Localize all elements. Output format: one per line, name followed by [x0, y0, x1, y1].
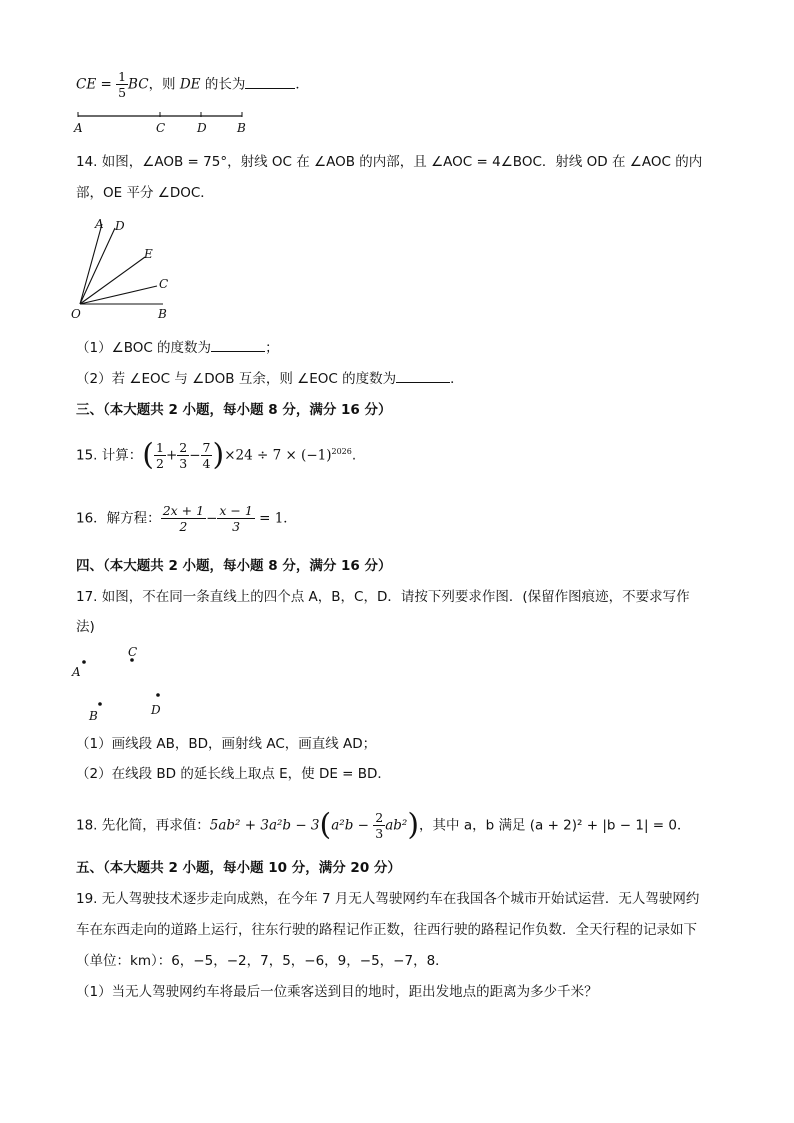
q18-inner-a: a²b − [331, 817, 374, 834]
q15-rest: ×24 ÷ 7 × (−1) [224, 447, 332, 464]
q13-de: DE [179, 76, 201, 93]
q17-sub1: （1）画线段 AB，BD，画射线 AC，画直线 AD； [76, 736, 377, 752]
point-d [156, 693, 160, 697]
q15-frac3-den: 4 [202, 456, 211, 471]
q16-frac2-num: x − 1 [219, 503, 253, 518]
angle-label-e: E [144, 247, 153, 261]
q15-exponent: 2026 [331, 447, 352, 456]
seg-label-c: C [156, 121, 166, 135]
angle-label-c: C [159, 277, 169, 291]
q15-end: . [351, 447, 357, 464]
q15-lparen: ( [142, 437, 154, 473]
q15-frac1-den: 2 [155, 456, 164, 471]
q15-rparen: ) [212, 437, 225, 473]
q13-line [76, 69, 309, 100]
q15-frac1 [154, 440, 166, 471]
angle-label-o: O [71, 307, 81, 321]
q13-bc: BC [128, 76, 149, 93]
q18-label: 18. 先化简，再求值： [76, 817, 210, 834]
q13-tail: 的长为 [200, 76, 246, 93]
q15-frac2-num: 2 [179, 440, 188, 455]
q18-frac-num: 2 [375, 810, 384, 825]
q17-sub2: （2）在线段 BD 的延长线上取点 E，使 DE = BD． [76, 766, 391, 782]
seg-label-b: B [237, 121, 246, 135]
q16-line [76, 503, 297, 534]
angle-label-a: A [95, 217, 104, 231]
q15-line [76, 437, 357, 473]
point-label-d: D [151, 703, 161, 717]
q14-stem-line1: 14. 如图，∠AOB = 75°，射线 OC 在 ∠AOB 的内部，且 ∠AOC = 4∠BOC．射线 OD 在 ∠AOC 的内 [76, 154, 703, 170]
q17-stem-line2: 法) [76, 619, 95, 635]
q18-lparen: ( [319, 807, 332, 843]
q19-sub1: （1）当无人驾驶网约车将最后一位乘客送到目的地时，距出发地点的距离为多少千米？ [76, 984, 598, 1000]
q14-sub2-text: （2）若 ∠EOC 与 ∠DOB 互余，则 ∠EOC 的度数为 [76, 371, 397, 387]
q18-frac-den: 3 [375, 826, 384, 841]
q15-frac2 [177, 440, 189, 471]
q13-end: ． [295, 76, 309, 93]
point-label-a: A [72, 665, 81, 679]
q14-sub1-end: ； [265, 340, 279, 356]
seg-label-d: D [197, 121, 207, 135]
angle-label-d: D [115, 219, 125, 233]
q16-minus: − [206, 510, 218, 527]
q16-rest: = 1． [254, 510, 297, 527]
q18-condition: ，其中 a，b 满足 (a + 2)² + |b − 1| = 0． [419, 817, 691, 834]
q13-mid: ，则 [148, 76, 180, 93]
q15-label: 15. 计算： [76, 447, 143, 464]
q18-line [76, 807, 691, 843]
q16-frac1-den: 2 [179, 519, 188, 534]
q15-frac1-num: 1 [155, 440, 164, 455]
q18-inner-b: ab² [385, 817, 408, 834]
angle-label-b: B [158, 307, 167, 321]
q15-frac3-num: 7 [202, 440, 211, 455]
q16-frac1 [161, 503, 206, 534]
q15-plus: + [165, 447, 178, 464]
q14-stem-line2: 部，OE 平分 ∠DOC． [76, 185, 214, 201]
q14-sub2 [76, 370, 464, 388]
segment-figure [70, 108, 260, 136]
q19-stem-line3: （单位：km）：6，−5，−2，7，5，−6，9，−5，−7，8． [76, 953, 449, 969]
q16-frac2 [217, 503, 254, 534]
q19-stem-line1: 19. 无人驾驶技术逐步走向成熟，在今年 7 月无人驾驶网约车在我国各个城市开始试运营．无人驾驶网约 [76, 891, 700, 907]
angle-figure [68, 212, 188, 324]
q13-ce: CE [76, 76, 97, 93]
points-figure [66, 640, 176, 724]
point-label-b: B [89, 709, 98, 723]
q16-frac2-den: 3 [232, 519, 241, 534]
q14-sub1-blank [211, 339, 265, 352]
q16-frac1-num: 2x + 1 [162, 503, 205, 518]
q13-eq: = [96, 76, 117, 93]
q14-sub2-end: ． [450, 371, 464, 387]
point-b [98, 702, 102, 706]
q14-sub1 [76, 339, 279, 357]
seg-label-a: A [74, 121, 83, 135]
q13-frac-num: 1 [118, 69, 127, 84]
q18-frac [373, 810, 385, 841]
point-label-c: C [128, 645, 138, 659]
q13-answer-blank [245, 76, 295, 89]
q17-stem-line1: 17. 如图，不在同一条直线上的四个点 A，B，C，D．请按下列要求作图．(保留作图痕迹，不要求写作 [76, 589, 690, 605]
section4-heading: 四、（本大题共 2 小题，每小题 8 分，满分 16 分） [76, 558, 392, 574]
q16-label: 16．解方程： [76, 510, 161, 527]
q15-frac2-den: 3 [179, 456, 188, 471]
section5-heading: 五、（本大题共 2 小题，每小题 10 分，满分 20 分） [76, 860, 401, 876]
q15-minus: − [189, 447, 201, 464]
point-a [82, 660, 86, 664]
q18-expr-a: 5ab² + 3a²b − 3 [209, 817, 320, 834]
q14-sub1-text: （1）∠BOC 的度数为 [76, 340, 212, 356]
q14-sub2-blank [396, 370, 450, 383]
q18-rparen: ) [407, 807, 420, 843]
q13-fraction [116, 69, 128, 100]
q13-frac-den: 5 [118, 85, 127, 100]
section3-heading: 三、（本大题共 2 小题，每小题 8 分，满分 16 分） [76, 402, 392, 418]
q19-stem-line2: 车在东西走向的道路上运行，往东行驶的路程记作正数，往西行驶的路程记作负数．全天行程的记录如下 [76, 922, 697, 938]
q15-frac3 [201, 440, 213, 471]
